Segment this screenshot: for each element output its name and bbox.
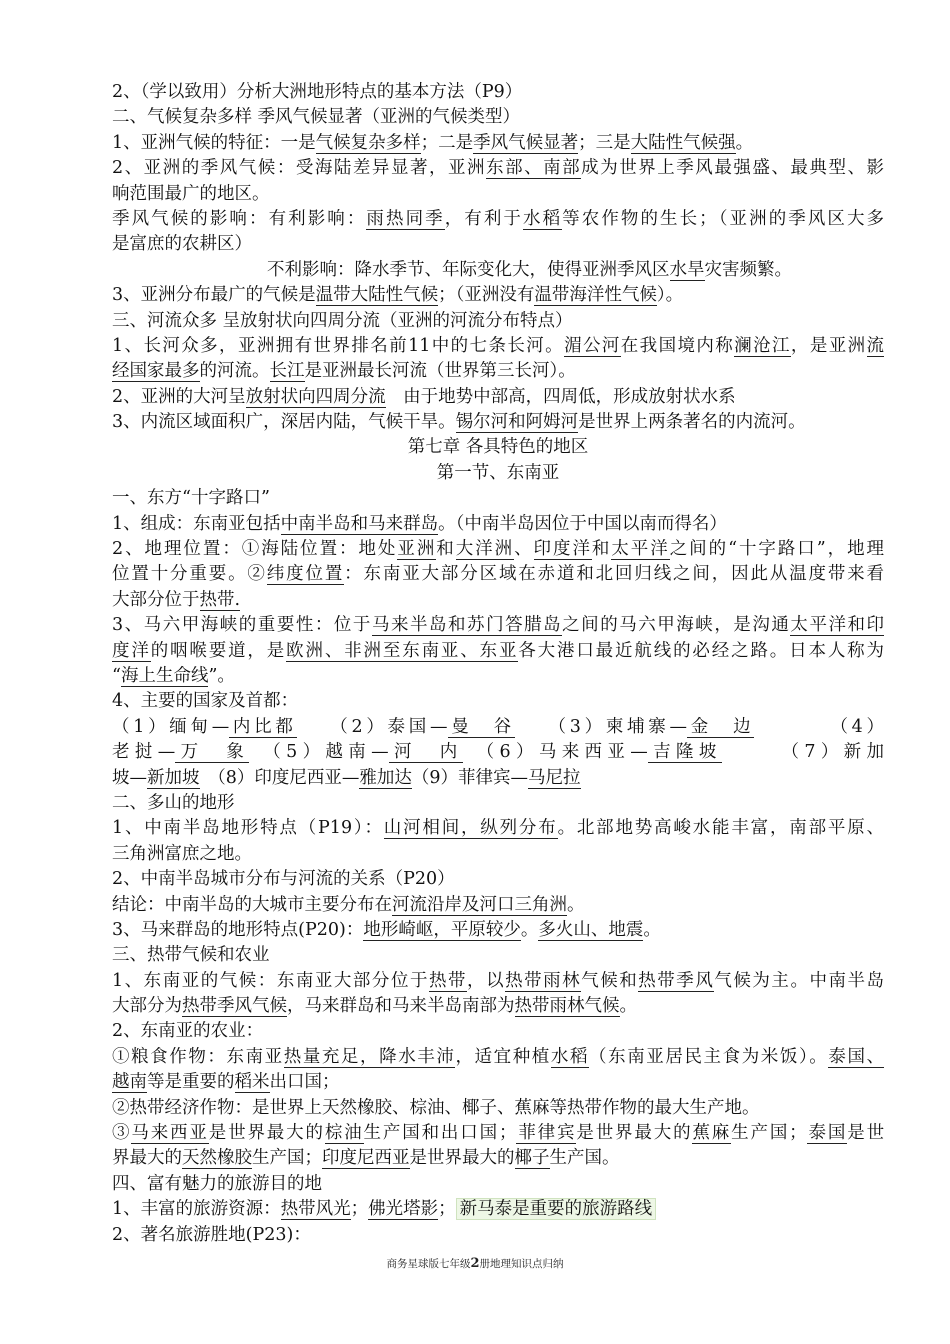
text-run: 3、亚洲分布最广的气候是 bbox=[112, 285, 316, 306]
underlined-term: 天然橡胶 bbox=[182, 1148, 252, 1169]
text-line bbox=[112, 512, 884, 537]
text-run: 2、地理位置：①海陆位置：地处 bbox=[112, 539, 398, 560]
text-line bbox=[112, 1070, 884, 1095]
text-run: 生产国和出口国； bbox=[363, 1123, 517, 1144]
text-run: （6）马来西亚— bbox=[462, 742, 648, 763]
text-run: （4） bbox=[754, 716, 885, 737]
text-run: 第一节、东南亚 bbox=[436, 462, 560, 483]
underlined-term: 放射状向四周分流 bbox=[245, 386, 386, 407]
text-run: ，马来群岛和马来半岛南部为 bbox=[287, 996, 515, 1017]
text-line bbox=[112, 385, 884, 410]
underlined-term: 太平洋 bbox=[611, 539, 670, 560]
text-run: ； bbox=[438, 1199, 456, 1220]
text-run: 2、亚洲的季风气候：受海陆差异显著，亚洲 bbox=[112, 158, 487, 179]
text-line bbox=[112, 639, 884, 664]
text-run: ）。 bbox=[656, 285, 684, 306]
text-line bbox=[112, 689, 884, 714]
text-run: 和 bbox=[436, 539, 456, 560]
text-run: （1）缅甸— bbox=[112, 716, 230, 737]
text-run: 三角洲富庶之地。 bbox=[112, 843, 252, 864]
text-run: 。 bbox=[643, 919, 661, 940]
text-run: 是亚洲最长河流（世界第三长河）。 bbox=[304, 361, 576, 382]
text-line bbox=[112, 867, 884, 892]
underlined-term: 新加坡 bbox=[147, 767, 200, 788]
text-line bbox=[112, 969, 884, 994]
text-line bbox=[112, 283, 884, 308]
underlined-term: 马来西亚 bbox=[131, 1123, 209, 1144]
text-line bbox=[112, 461, 884, 486]
underlined-term: 流 bbox=[866, 335, 885, 356]
text-line bbox=[112, 1146, 884, 1171]
footer-text-pre: 商务星球版七年级 bbox=[386, 1258, 471, 1270]
underlined-term: 佛光塔影 bbox=[368, 1199, 439, 1220]
text-run: （3）柬埔寨— bbox=[514, 716, 687, 737]
text-run: 之间的马六甲海峡，是沟通 bbox=[562, 615, 791, 636]
underlined-term: 泰国 bbox=[806, 1123, 848, 1144]
text-run: 位置十分重要。② bbox=[112, 564, 267, 585]
text-run: ①粮食作物：东南亚 bbox=[112, 1046, 284, 1067]
text-run: （9）菲律宾— bbox=[411, 767, 529, 788]
underlined-term: 地形崎岖，平原较少 bbox=[363, 919, 521, 940]
text-run: 生产国； bbox=[731, 1123, 807, 1144]
text-run: 2、亚洲的大河呈 bbox=[112, 386, 246, 407]
text-run: 生产国； bbox=[252, 1148, 322, 1169]
text-line bbox=[112, 715, 884, 740]
underlined-term: 泰国、 bbox=[828, 1046, 885, 1067]
text-line bbox=[112, 791, 884, 816]
text-line bbox=[112, 1223, 884, 1248]
text-line bbox=[112, 156, 884, 181]
text-line bbox=[112, 258, 884, 283]
text-run: 3、马来群岛的地形特点(P20)： bbox=[112, 919, 364, 940]
text-run: 结论：中南半岛的大城市主要分布在 bbox=[112, 894, 392, 915]
underlined-term: 水稻 bbox=[550, 1046, 590, 1067]
text-line bbox=[112, 766, 884, 791]
text-line bbox=[112, 1172, 884, 1197]
text-run: 出口国； bbox=[269, 1072, 340, 1093]
text-run: 响范围最广的地区。 bbox=[112, 183, 270, 204]
text-line bbox=[112, 664, 884, 689]
text-line bbox=[112, 816, 884, 841]
text-run: 是世 bbox=[847, 1123, 885, 1144]
underlined-term: 热带雨林 bbox=[505, 970, 582, 991]
text-line bbox=[112, 486, 884, 511]
text-run: 四、富有魅力的旅游目的地 bbox=[112, 1173, 322, 1194]
text-run: 二、多山的地形 bbox=[112, 792, 235, 813]
text-run: （8）印度尼西亚— bbox=[199, 767, 360, 788]
underlined-term: 太平洋和印 bbox=[790, 615, 885, 636]
underlined-term: 湄公河 bbox=[564, 335, 621, 356]
text-run: 1、亚洲气候的特征：一是 bbox=[112, 132, 316, 153]
text-line bbox=[112, 410, 884, 435]
text-line bbox=[112, 842, 884, 867]
text-run: （7）新加 bbox=[721, 742, 885, 763]
underlined-term: 稻米 bbox=[234, 1072, 270, 1093]
text-run: 2、东南亚的农业： bbox=[112, 1021, 264, 1042]
text-run: 气候为主。中南半岛 bbox=[714, 970, 885, 991]
text-run: 。 bbox=[735, 132, 754, 153]
text-run: 的河流。 bbox=[199, 361, 270, 382]
text-run: 季风气候的影响：有利影响： bbox=[112, 208, 367, 229]
underlined-term: 大陆性气候强 bbox=[630, 132, 736, 153]
text-run: 气候和 bbox=[581, 970, 639, 991]
underlined-term: 棕油 bbox=[324, 1123, 364, 1144]
underlined-term: 菲律宾 bbox=[516, 1123, 577, 1144]
text-run: 二、气候复杂多样 季风气候显著（亚洲的气候类型） bbox=[112, 107, 521, 128]
underlined-term: 热量充足，降水丰沛 bbox=[283, 1046, 456, 1067]
text-run: 4、主要的国家及首都： bbox=[112, 691, 299, 712]
text-run: 3、马六甲海峡的重要性：位于 bbox=[112, 615, 372, 636]
text-line bbox=[112, 1096, 884, 1121]
text-run: “ bbox=[112, 665, 121, 686]
text-run: 。 bbox=[520, 919, 539, 940]
text-run: 大部分为 bbox=[112, 996, 182, 1017]
text-line bbox=[112, 309, 884, 334]
text-run: 2、中南半岛城市分布与河流的关系（P20） bbox=[112, 869, 455, 890]
text-line bbox=[112, 1197, 884, 1222]
underlined-term: 椰子 bbox=[514, 1148, 550, 1169]
text-run: 等是重要的 bbox=[147, 1072, 235, 1093]
text-run: ”。 bbox=[208, 665, 235, 686]
underlined-term: 气候复杂多样 bbox=[315, 132, 421, 153]
text-line bbox=[112, 105, 884, 130]
text-run: 成为世界上季风最强盛、最典型、影 bbox=[581, 158, 884, 179]
text-run: ②热带经济作物：是世界上天然橡胶、棕油、椰子、蕉麻等热带作物的最大生产地。 bbox=[112, 1097, 760, 1118]
text-run: 3、内流区域面积广，深居内陆，气候干旱。 bbox=[112, 412, 456, 433]
underlined-term: 曼 谷 bbox=[447, 716, 515, 737]
text-run: 坡— bbox=[112, 767, 147, 788]
text-run: 一、东方“十字路口” bbox=[112, 488, 270, 509]
underlined-term: 河流沿岸及河口三角洲 bbox=[392, 894, 567, 915]
text-run: 第七章 各具特色的地区 bbox=[407, 437, 589, 458]
text-run: ③ bbox=[112, 1123, 132, 1144]
text-run: ，以 bbox=[467, 970, 506, 991]
underlined-term: 水旱 bbox=[669, 259, 705, 280]
underlined-term: 印度洋 bbox=[533, 539, 592, 560]
underlined-term: 亚洲 bbox=[397, 539, 437, 560]
underlined-term: 长江 bbox=[269, 361, 305, 382]
text-line bbox=[112, 994, 884, 1019]
underlined-term: 热带季风气候 bbox=[182, 996, 287, 1017]
text-run: 。北部地势高峻水能丰富，南部平原、 bbox=[557, 818, 885, 839]
page-number: 2 bbox=[470, 1256, 480, 1271]
text-run: ：东南亚大部分区域在赤道和北回归线之间，因此从温度带来看 bbox=[344, 564, 885, 585]
text-run: ，有利于 bbox=[444, 208, 524, 229]
text-line bbox=[112, 740, 884, 765]
underlined-term: 经国家最多 bbox=[112, 361, 200, 382]
text-run: 。（中南半岛因位于中国以南而得名） bbox=[438, 513, 727, 534]
underlined-term: 热带季风 bbox=[638, 970, 715, 991]
underlined-term: 温带大陆性气候 bbox=[315, 285, 439, 306]
underlined-term: 山河相间，纵列分布 bbox=[383, 818, 558, 839]
text-line bbox=[112, 359, 884, 384]
text-run: 的咽喉要道，是 bbox=[150, 640, 287, 661]
text-line bbox=[112, 893, 884, 918]
text-line bbox=[112, 435, 884, 460]
page-footer bbox=[0, 1256, 950, 1271]
text-run: ；三是 bbox=[578, 132, 631, 153]
underlined-term: 内比都 bbox=[229, 716, 297, 737]
document-body bbox=[112, 80, 884, 1248]
text-run: 是世界最大的 bbox=[576, 1123, 693, 1144]
underlined-term: 马来半岛和苏门答腊岛 bbox=[371, 615, 563, 636]
underlined-term: 河 内 bbox=[388, 742, 463, 763]
text-run: 三、河流众多 呈放射状向四周分流（亚洲的河流分布特点） bbox=[112, 310, 573, 331]
text-run: ；二是 bbox=[420, 132, 474, 153]
text-run: （2）泰国— bbox=[296, 716, 448, 737]
underlined-term: 吉隆坡 bbox=[647, 742, 722, 763]
text-run: 老挝— bbox=[112, 742, 176, 763]
text-line bbox=[112, 613, 884, 638]
text-run: 不利影响：降水季节、年际变化大，使得亚洲季风区 bbox=[267, 259, 670, 280]
underlined-term: 度洋 bbox=[112, 640, 151, 661]
text-run: 。 bbox=[567, 894, 585, 915]
underlined-term: 热带 bbox=[429, 970, 468, 991]
text-run: （5）越南— bbox=[249, 742, 389, 763]
underlined-term: 雅加达 bbox=[359, 767, 412, 788]
text-run: 1、中南半岛地形特点（P19）： bbox=[112, 818, 384, 839]
text-run: 2、（学以致用）分析大洲地形特点的基本方法（P9） bbox=[112, 82, 523, 102]
text-run: （东南亚居民主食为米饭）。 bbox=[589, 1046, 829, 1067]
text-line bbox=[112, 1045, 884, 1070]
text-line bbox=[112, 131, 884, 156]
underlined-term: 马尼拉 bbox=[528, 767, 581, 788]
underlined-term: 热带风光 bbox=[280, 1199, 351, 1220]
text-line bbox=[112, 182, 884, 207]
text-run: 1、长河众多，亚洲拥有世界排名前11中的七条长河。 bbox=[112, 335, 565, 356]
text-run: ；（亚洲没有 bbox=[438, 285, 535, 306]
underlined-term: 印度尼西亚 bbox=[322, 1148, 410, 1169]
underlined-term: 万 象 bbox=[175, 742, 250, 763]
text-run: 界最大的 bbox=[112, 1148, 182, 1169]
underlined-term: 水稻 bbox=[523, 208, 563, 229]
underlined-term: 中南半岛和马来群岛 bbox=[280, 513, 439, 534]
underlined-term: 纬度位置 bbox=[266, 564, 345, 585]
footer-text-post: 册地理知识点归纳 bbox=[479, 1258, 564, 1270]
underlined-term: 澜沧江 bbox=[734, 335, 791, 356]
underlined-term: 蕉麻 bbox=[692, 1123, 732, 1144]
text-run: 2、著名旅游胜地(P23)： bbox=[112, 1224, 311, 1245]
underlined-term: 雨热同季 bbox=[366, 208, 445, 229]
text-line bbox=[112, 207, 884, 232]
text-run: 三、热带气候和农业 bbox=[112, 945, 270, 966]
underlined-term: 季风气候显著 bbox=[473, 132, 579, 153]
text-run: 生产国。 bbox=[549, 1148, 620, 1169]
text-run: 和 bbox=[591, 539, 612, 560]
text-line bbox=[112, 80, 884, 105]
text-run: ，是亚洲 bbox=[790, 335, 867, 356]
text-run: 等农作物的生长；（亚洲的季风区大多 bbox=[562, 208, 885, 229]
underlined-term: 热带. bbox=[199, 589, 241, 610]
text-run: 灾害频繁。 bbox=[704, 259, 792, 280]
text-run: 是世界上两条著名的内流河。 bbox=[578, 412, 806, 433]
text-run: 、 bbox=[514, 539, 534, 560]
underlined-term: 欧洲、非洲至东南亚、东亚 bbox=[286, 640, 519, 661]
text-run: 1、东南亚的气候：东南亚大部分位于 bbox=[112, 970, 429, 991]
text-run: 1、丰富的旅游资源： bbox=[112, 1199, 281, 1220]
text-line bbox=[112, 334, 884, 359]
underlined-term: 多火山、地震 bbox=[538, 919, 644, 940]
underlined-term: 大洋洲 bbox=[455, 539, 515, 560]
text-run: 大部分位于 bbox=[112, 589, 200, 610]
text-line bbox=[112, 1121, 884, 1146]
text-line bbox=[112, 918, 884, 943]
text-line bbox=[112, 1019, 884, 1044]
text-run: 在我国境内称 bbox=[620, 335, 735, 356]
text-line bbox=[112, 232, 884, 257]
text-run: 是富庶的农耕区） bbox=[112, 234, 252, 255]
text-run: 由于地势中部高，四周低，形成放射状水系 bbox=[385, 386, 736, 407]
text-run: ，适宜种植 bbox=[455, 1046, 551, 1067]
text-run: 。 bbox=[619, 996, 637, 1017]
text-line bbox=[112, 537, 884, 562]
text-run: 是世界最大的 bbox=[208, 1123, 325, 1144]
text-run: 是世界最大的 bbox=[409, 1148, 515, 1169]
underlined-term: 海上生命线 bbox=[120, 665, 209, 686]
text-run: ； bbox=[350, 1199, 369, 1220]
underlined-term: 东部、南部 bbox=[486, 158, 582, 179]
text-line bbox=[112, 562, 884, 587]
text-run: 1、组成：东南亚包括 bbox=[112, 513, 281, 534]
text-line bbox=[112, 588, 884, 613]
text-run: 各大港口最近航线的必经之路。日本人称为 bbox=[518, 640, 885, 661]
underlined-term: 越南 bbox=[112, 1072, 147, 1093]
text-run: 之间的“十字路口”，地理 bbox=[669, 539, 885, 560]
text-line bbox=[112, 943, 884, 968]
underlined-term: 热带雨林气候 bbox=[514, 996, 620, 1017]
underlined-term: 锡尔河和阿姆河 bbox=[455, 412, 579, 433]
highlighted-text: 新马泰是重要的旅游路线 bbox=[456, 1198, 657, 1220]
underlined-term: 金 边 bbox=[686, 716, 755, 737]
underlined-term: 温带海洋性气候 bbox=[534, 285, 657, 306]
